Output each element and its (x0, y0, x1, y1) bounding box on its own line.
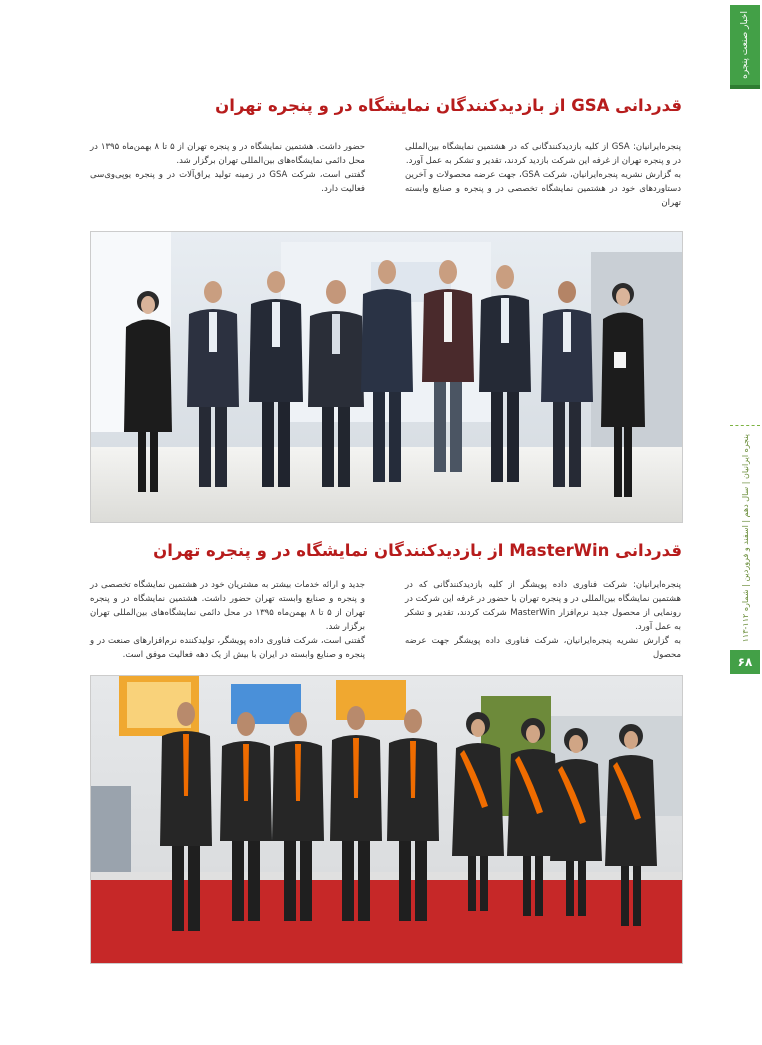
article1-paragraph-4: گفتنی است، شرکت GSA در زمینه تولید یراق‌آلات در و پنجره یوپی‌وی‌سی فعالیت دارد. (90, 170, 365, 194)
article2-paragraph-4: گفتنی است، شرکت فناوری داده پویشگر، تولیدکننده نرم‌افزارهای صنعت در و پنجره و صنایع وابسته در ایران با بیش از یک دهه فعالیت موفق است. (90, 636, 365, 660)
article1-paragraph-3: حضور داشت. هشتمین نمایشگاه در و پنجره تهران از ۵ تا ۸ بهمن‌ماه ۱۳۹۵ در محل دائمی نمایشگاه‌های بین‌المللی تهران برگزار شد. (90, 142, 366, 166)
article2-paragraph-3: جدید و ارائه خدمات بیشتر به مشتریان خود در هشتمین نمایشگاه تخصصی در و پنجره و صنایع وابسته تهران حضور داشت. هشتمین نمایشگاه در و پنجره تهران از ۵ تا ۸ بهمن‌ماه ۱۳۹۵ در محل دائمی نمایشگاه‌های بین‌المللی تهران برگزار شد. (90, 580, 365, 632)
article1-right-column (405, 140, 681, 210)
article2-paragraph-1: پنجره‌ایرانیان: شرکت فناوری داده پویشگر از کلیه بازدیدکنندگانی که در هشتمین نمایشگاه بین‌المللی در و پنجره تهران با حضور در غرفه این شرکت در رونمایی از محصول جدید نرم‌افزار MasterWin شرکت کردند، تقدیر و تشکر به عمل آورد. (405, 580, 681, 632)
article1-left-column (90, 140, 365, 196)
article2-photo (90, 675, 683, 964)
article1-photo (90, 231, 683, 523)
article2-title: قدردانی MasterWin از بازدیدکنندگان نمایشگاه در و پنجره تهران (153, 541, 682, 560)
article1-title: قدردانی GSA از بازدیدکنندگان نمایشگاه در و پنجره تهران (215, 96, 682, 115)
section-tab-label: اخبار صنعت پنجره (740, 11, 750, 79)
article2-left-column (90, 578, 365, 662)
page-number: ۶۸ (730, 650, 760, 674)
article2-right-column (405, 578, 681, 662)
section-tab (730, 5, 760, 89)
article1-paragraph-1: پنجره‌ایرانیان: GSA از کلیه بازدیدکنندگانی که در هشتمین نمایشگاه بین‌المللی در و پنجره تهران از غرفه این شرکت بازدید کردند، تقدیر و تشکر به عمل آورد. (405, 142, 681, 166)
running-head-text: پنجره ایرانیان | سال دهم | اسفند و فروردین | شماره ۱۱۲-۱۱۳ (740, 434, 750, 643)
running-head (730, 425, 760, 651)
article1-paragraph-2: به گزارش نشریه پنجره‌ایرانیان، شرکت GSA، جهت عرضه محصولات و آخرین دستاوردهای خود در هشتمین نمایشگاه تخصصی در و پنجره و صنایع وابسته تهران (405, 170, 681, 208)
article2-paragraph-2: به گزارش نشریه پنجره‌ایرانیان، شرکت فناوری داده پویشگر جهت عرضه محصول (405, 636, 681, 660)
